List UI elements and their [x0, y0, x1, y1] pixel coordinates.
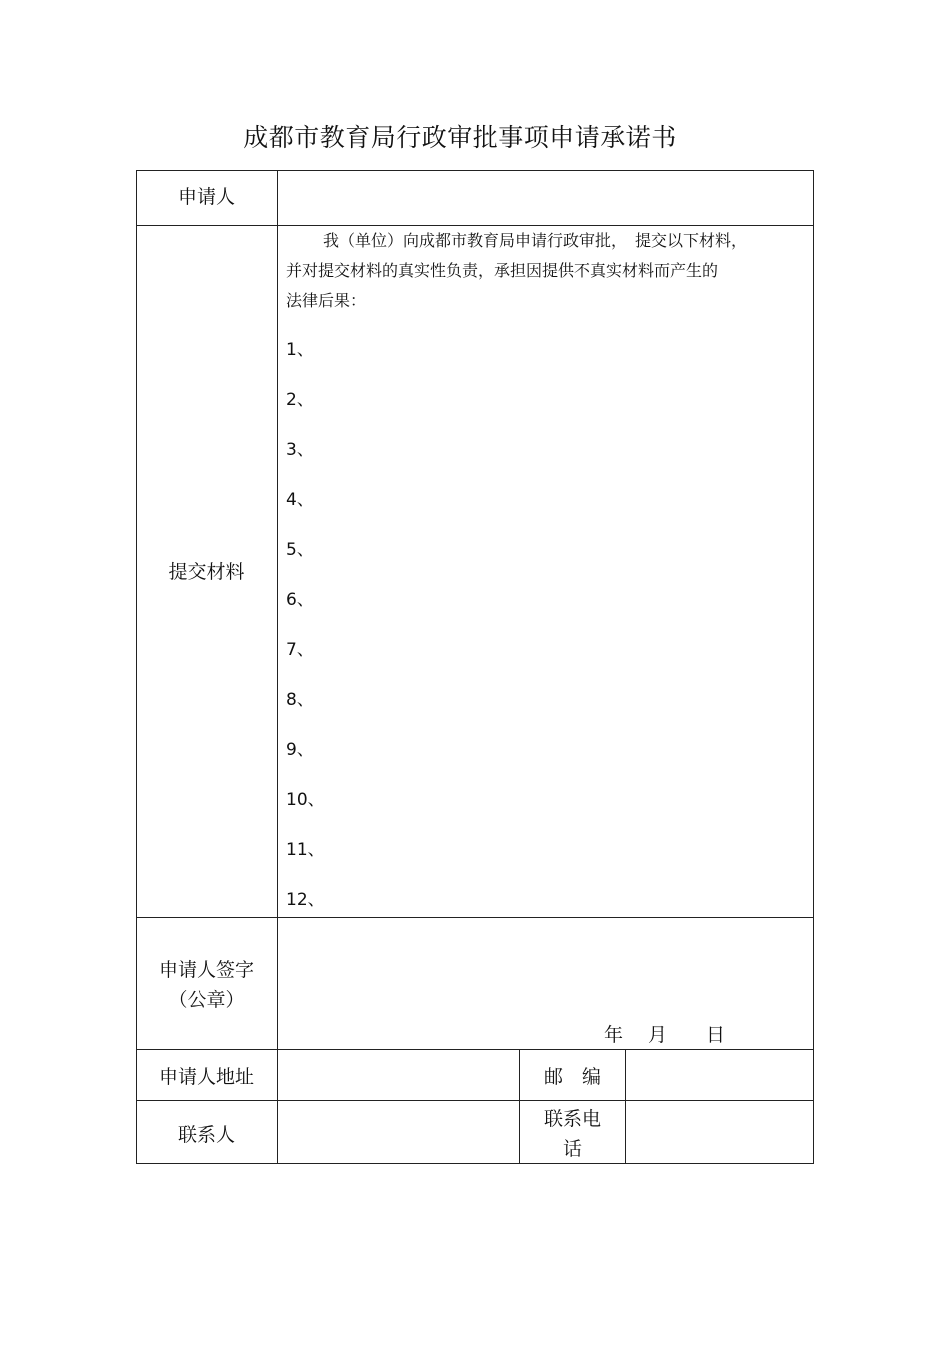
declaration-line: 并对提交材料的真实性负责，承担因提供不真实材料而产生的: [286, 261, 719, 280]
signature-field[interactable]: [279, 919, 812, 1047]
applicant-field[interactable]: [279, 172, 812, 224]
signature-label-line: 申请人签字: [158, 959, 254, 981]
declaration-line: 我（单位）向成都市教育局申请行政审批， 提交以下材料，: [323, 231, 748, 250]
applicant-label: 申请人: [177, 186, 235, 208]
day-label: 日: [706, 1024, 726, 1046]
materials-label: 提交材料: [168, 561, 245, 583]
material-item: 7、: [286, 640, 314, 660]
page-title: 成都市教育局行政审批事项申请承诺书: [243, 123, 677, 152]
contact-label: 联系人: [177, 1124, 235, 1146]
phone-field[interactable]: [627, 1102, 812, 1162]
form-border-right: [813, 170, 814, 1164]
postcode-label: 邮 编: [543, 1066, 601, 1088]
address-field[interactable]: [279, 1051, 518, 1099]
phone-label-line: 话: [562, 1138, 582, 1160]
signature-label: [136, 955, 277, 1015]
material-item: 12、: [286, 890, 325, 910]
form-border-bottom: [136, 1163, 814, 1164]
material-item: 11、: [286, 840, 325, 860]
postcode-field[interactable]: [627, 1051, 812, 1099]
material-item: 9、: [286, 740, 314, 760]
phone-label: [520, 1104, 625, 1164]
material-item: 6、: [286, 590, 314, 610]
phone-label-line: 联系电: [543, 1108, 601, 1130]
month-label: 月: [648, 1024, 668, 1046]
declaration-line: 法律后果：: [286, 291, 367, 310]
year-label: 年: [604, 1024, 624, 1046]
signature-label-line: （公章）: [168, 989, 245, 1011]
material-item: 5、: [286, 540, 314, 560]
material-item: 10、: [286, 790, 325, 810]
contact-field[interactable]: [279, 1102, 518, 1162]
application-form: [136, 170, 814, 1164]
declaration-text: [286, 226, 806, 316]
material-item: 3、: [286, 440, 314, 460]
material-item: 1、: [286, 340, 314, 360]
material-item: 8、: [286, 690, 314, 710]
material-item: 2、: [286, 390, 314, 410]
address-label: 申请人地址: [158, 1066, 254, 1088]
material-item: 4、: [286, 490, 314, 510]
